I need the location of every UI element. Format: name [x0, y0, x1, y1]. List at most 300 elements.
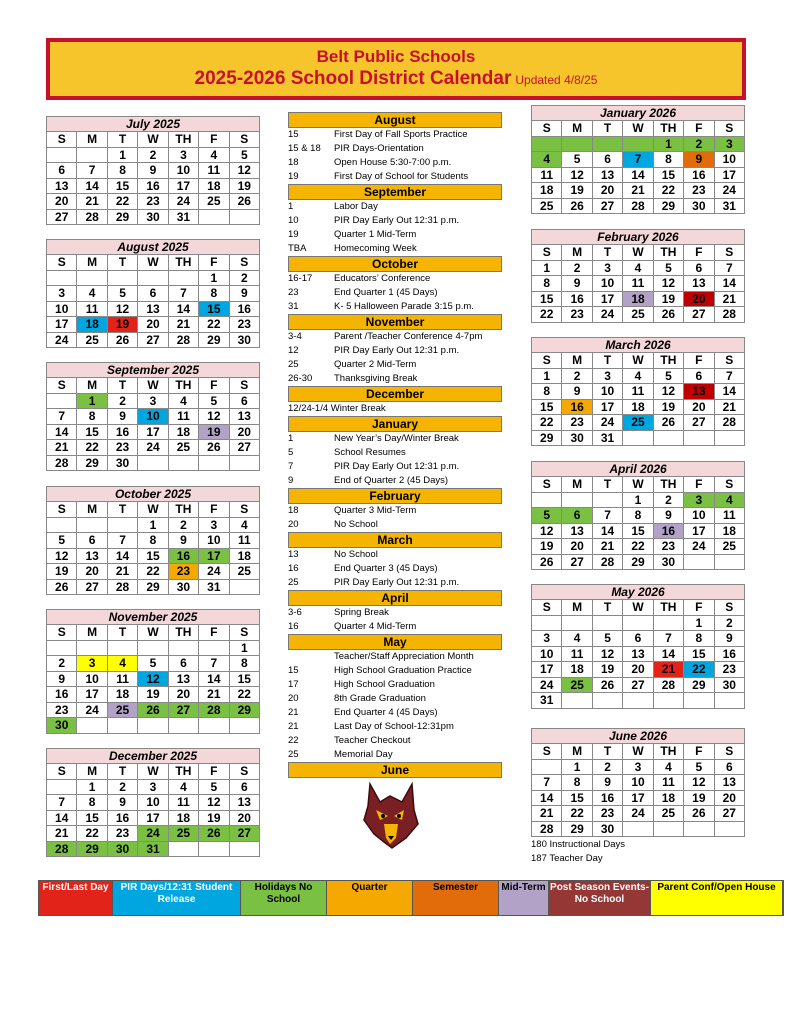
day-cell: 22	[623, 539, 653, 555]
day-cell: 27	[593, 199, 623, 215]
day-cell: 13	[138, 302, 168, 318]
event-date: 22	[288, 735, 299, 746]
day-cell: 20	[623, 662, 653, 678]
event-description: Spring Break	[334, 607, 389, 618]
weekday-header: M	[562, 477, 592, 493]
empty-cell	[562, 137, 592, 153]
weekday-header: TH	[654, 600, 684, 616]
day-cell: 11	[169, 795, 199, 811]
day-cell: 28	[654, 678, 684, 694]
day-cell: 15	[684, 647, 714, 663]
day-cell: 23	[715, 662, 745, 678]
event-row	[288, 358, 502, 372]
day-cell: 25	[169, 440, 199, 456]
weekday-header: T	[593, 121, 623, 137]
day-cell: 10	[138, 409, 168, 425]
day-cell: 8	[138, 533, 168, 549]
day-cell: 29	[77, 842, 107, 858]
event-row	[288, 128, 502, 142]
empty-cell	[47, 518, 77, 534]
day-cell: 27	[715, 806, 745, 822]
empty-cell	[715, 822, 745, 838]
day-cell: 19	[684, 791, 714, 807]
day-cell: 30	[715, 678, 745, 694]
day-cell: 26	[593, 678, 623, 694]
day-cell: 27	[138, 333, 168, 349]
day-cell: 26	[684, 806, 714, 822]
day-cell: 2	[562, 369, 592, 385]
event-row	[288, 344, 502, 358]
day-cell: 20	[77, 564, 107, 580]
day-cell: 17	[169, 179, 199, 195]
calendar-jun	[531, 728, 745, 837]
day-cell: 15	[532, 400, 562, 416]
day-cell: 16	[562, 292, 592, 308]
day-cell: 7	[169, 286, 199, 302]
empty-cell	[230, 842, 260, 858]
day-cell: 19	[199, 425, 229, 441]
event-row	[288, 548, 502, 562]
day-cell: 19	[199, 811, 229, 827]
events-month-header: December	[288, 386, 502, 402]
weekday-header: S	[230, 502, 260, 518]
calendar-may	[531, 584, 745, 709]
calendar-mar	[531, 337, 745, 446]
day-cell: 6	[593, 152, 623, 168]
calendar-grid	[531, 477, 745, 570]
day-cell: 30	[108, 456, 138, 472]
event-row	[288, 692, 502, 706]
day-cell: 24	[47, 333, 77, 349]
event-date: 5	[288, 447, 294, 458]
day-cell: 7	[47, 409, 77, 425]
events-month-header: February	[288, 488, 502, 504]
events-month-header: August	[288, 112, 502, 128]
weekday-header: S	[715, 245, 745, 261]
day-cell: 18	[230, 549, 260, 565]
event-description: End Quarter 4 (45 Days)	[334, 707, 438, 718]
event-date: 26-30	[288, 373, 313, 384]
day-cell: 7	[715, 369, 745, 385]
day-cell: 12	[199, 795, 229, 811]
day-cell: 20	[230, 425, 260, 441]
day-cell: 12	[684, 775, 714, 791]
day-cell: 23	[108, 440, 138, 456]
empty-cell	[108, 718, 138, 734]
weekday-header: S	[230, 625, 260, 641]
event-description: Educators’ Conference	[334, 273, 431, 284]
day-cell: 17	[593, 400, 623, 416]
day-cell: 17	[532, 662, 562, 678]
day-cell: 24	[532, 678, 562, 694]
weekday-header: TH	[654, 353, 684, 369]
event-date: TBA	[288, 243, 307, 254]
event-date: 21	[288, 707, 299, 718]
day-cell: 12	[532, 524, 562, 540]
day-cell: 21	[623, 183, 653, 199]
day-cell: 20	[593, 183, 623, 199]
day-cell: 5	[654, 369, 684, 385]
day-cell: 24	[593, 415, 623, 431]
day-cell: 27	[562, 555, 592, 571]
weekday-header: T	[593, 353, 623, 369]
weekday-header: M	[562, 744, 592, 760]
day-cell: 19	[562, 183, 592, 199]
calendar-title-dec: December 2025	[46, 748, 260, 764]
event-description: New Year’s Day/Winter Break	[334, 433, 459, 444]
weekday-header: S	[532, 245, 562, 261]
events-month-header: January	[288, 416, 502, 432]
day-cell: 9	[108, 409, 138, 425]
event-row	[288, 170, 502, 184]
weekday-header: S	[230, 255, 260, 271]
day-cell: 2	[684, 137, 714, 153]
day-cell: 26	[230, 194, 260, 210]
legend-item: Mid-Term	[499, 881, 549, 915]
event-row	[288, 518, 502, 532]
weekday-header: W	[138, 764, 168, 780]
day-cell: 2	[593, 760, 623, 776]
weekday-header: M	[77, 132, 107, 148]
day-cell: 7	[77, 163, 107, 179]
day-cell: 23	[562, 307, 592, 323]
day-cell: 15	[230, 672, 260, 688]
day-cell: 28	[623, 199, 653, 215]
day-cell: 29	[230, 703, 260, 719]
day-cell: 17	[77, 687, 107, 703]
event-description: 8th Grade Graduation	[334, 693, 426, 704]
weekday-header: T	[593, 477, 623, 493]
weekday-header: T	[108, 378, 138, 394]
day-cell: 10	[532, 647, 562, 663]
empty-cell	[623, 693, 653, 709]
empty-cell	[169, 842, 199, 858]
day-cell: 2	[230, 271, 260, 287]
weekday-header: TH	[169, 132, 199, 148]
day-cell: 21	[532, 806, 562, 822]
day-cell: 20	[169, 687, 199, 703]
weekday-header: TH	[169, 764, 199, 780]
day-cell: 16	[108, 811, 138, 827]
day-cell: 11	[715, 508, 745, 524]
day-cell: 29	[532, 431, 562, 447]
empty-cell	[532, 137, 562, 153]
empty-cell	[593, 137, 623, 153]
day-cell: 11	[623, 276, 653, 292]
empty-cell	[684, 555, 714, 571]
day-cell: 28	[199, 703, 229, 719]
day-cell: 1	[230, 641, 260, 657]
day-cell: 3	[138, 780, 168, 796]
event-date: 16	[288, 563, 299, 574]
day-cell: 24	[199, 564, 229, 580]
day-cell: 22	[654, 183, 684, 199]
day-cell: 2	[108, 394, 138, 410]
calendar-title-apr: April 2026	[531, 461, 745, 477]
event-description: Quarter 4 Mid-Term	[334, 621, 417, 632]
day-cell: 14	[623, 168, 653, 184]
calendar-grid	[46, 764, 260, 857]
weekday-header: S	[532, 353, 562, 369]
day-cell: 29	[684, 678, 714, 694]
weekday-header: TH	[654, 245, 684, 261]
calendar-grid	[531, 744, 745, 837]
day-cell: 3	[715, 137, 745, 153]
wolf-mascot-icon	[356, 780, 424, 850]
day-cell: 6	[623, 631, 653, 647]
empty-cell	[199, 456, 229, 472]
day-cell: 15	[623, 524, 653, 540]
event-row	[288, 330, 502, 344]
empty-cell	[199, 641, 229, 657]
day-cell: 4	[199, 148, 229, 164]
event-date: 13	[288, 549, 299, 560]
day-cell: 28	[108, 580, 138, 596]
event-description: Last Day of School-12:31pm	[334, 721, 454, 732]
day-cell: 1	[623, 493, 653, 509]
weekday-header: T	[593, 600, 623, 616]
day-cell: 2	[654, 493, 684, 509]
event-date: 12	[288, 345, 299, 356]
event-description: No School	[334, 519, 378, 530]
weekday-header: F	[199, 378, 229, 394]
day-cell: 27	[77, 580, 107, 596]
day-cell: 13	[77, 549, 107, 565]
day-cell: 23	[169, 564, 199, 580]
day-cell: 21	[199, 687, 229, 703]
day-cell: 10	[715, 152, 745, 168]
event-row	[288, 372, 502, 386]
events-month-header: March	[288, 532, 502, 548]
empty-cell	[230, 210, 260, 226]
day-cell: 4	[623, 369, 653, 385]
day-cell: 7	[108, 533, 138, 549]
weekday-header: TH	[169, 378, 199, 394]
day-cell: 7	[532, 775, 562, 791]
day-cell: 25	[230, 564, 260, 580]
event-description	[386, 402, 502, 416]
weekday-header: F	[684, 600, 714, 616]
day-cell: 14	[47, 811, 77, 827]
weekday-header: F	[684, 353, 714, 369]
day-cell: 23	[654, 539, 684, 555]
event-row	[288, 706, 502, 720]
day-cell: 22	[77, 440, 107, 456]
calendar-title-may: May 2026	[531, 584, 745, 600]
calendar-title-oct: October 2025	[46, 486, 260, 502]
calendar-apr	[531, 461, 745, 570]
day-cell: 8	[532, 276, 562, 292]
weekday-header: W	[138, 255, 168, 271]
calendar-grid	[531, 245, 745, 323]
events-month-header: June	[288, 762, 502, 778]
day-cell: 16	[47, 687, 77, 703]
day-cell: 14	[715, 276, 745, 292]
day-cell: 4	[532, 152, 562, 168]
event-description: K- 5 Halloween Parade 3:15 p.m.	[334, 301, 474, 312]
day-cell: 14	[169, 302, 199, 318]
event-date: 25	[288, 577, 299, 588]
day-cell: 3	[169, 148, 199, 164]
day-cell: 14	[715, 384, 745, 400]
event-row	[288, 748, 502, 762]
events-month-header: November	[288, 314, 502, 330]
day-cell: 4	[108, 656, 138, 672]
event-row	[288, 678, 502, 692]
day-cell: 8	[623, 508, 653, 524]
day-cell: 7	[47, 795, 77, 811]
day-cell: 22	[532, 415, 562, 431]
day-cell: 17	[138, 811, 168, 827]
weekday-header: TH	[169, 255, 199, 271]
day-cell: 21	[593, 539, 623, 555]
day-cell: 30	[593, 822, 623, 838]
day-cell: 22	[532, 307, 562, 323]
day-cell: 4	[654, 760, 684, 776]
empty-cell	[684, 693, 714, 709]
event-date: 12/24-1/4 Winter Break	[288, 403, 386, 414]
weekday-header: W	[138, 502, 168, 518]
weekday-header: S	[47, 625, 77, 641]
day-cell: 27	[169, 703, 199, 719]
day-cell: 23	[47, 703, 77, 719]
day-cell: 6	[230, 780, 260, 796]
day-cell: 15	[138, 549, 168, 565]
day-cell: 19	[593, 662, 623, 678]
weekday-header: M	[562, 353, 592, 369]
event-row	[288, 142, 502, 156]
day-cell: 9	[593, 775, 623, 791]
day-cell: 30	[169, 580, 199, 596]
day-cell: 11	[77, 302, 107, 318]
day-cell: 17	[715, 168, 745, 184]
day-cell: 21	[654, 662, 684, 678]
day-cell: 15	[199, 302, 229, 318]
day-cell: 17	[138, 425, 168, 441]
weekday-header: M	[562, 600, 592, 616]
day-cell: 11	[532, 168, 562, 184]
day-cell: 13	[562, 524, 592, 540]
day-cell: 18	[532, 183, 562, 199]
day-cell: 26	[199, 826, 229, 842]
empty-cell	[108, 641, 138, 657]
day-cell: 8	[199, 286, 229, 302]
day-cell: 21	[169, 317, 199, 333]
legend-item: Quarter	[327, 881, 413, 915]
day-cell: 24	[623, 806, 653, 822]
district-name: Belt Public Schools	[316, 46, 476, 66]
weekday-header: F	[199, 255, 229, 271]
empty-cell	[654, 431, 684, 447]
day-cell: 17	[593, 292, 623, 308]
weekday-header: F	[684, 121, 714, 137]
weekday-header: W	[623, 600, 653, 616]
event-row	[288, 300, 502, 314]
empty-cell	[593, 616, 623, 632]
day-cell: 9	[138, 163, 168, 179]
event-date: 31	[288, 301, 299, 312]
day-cell: 19	[654, 292, 684, 308]
day-cell: 20	[230, 811, 260, 827]
empty-cell	[593, 493, 623, 509]
event-row	[288, 446, 502, 460]
legend-item: Post Season Events-No School	[549, 881, 651, 915]
day-cell: 10	[593, 384, 623, 400]
day-cell: 9	[169, 533, 199, 549]
weekday-header: S	[532, 744, 562, 760]
event-row	[288, 286, 502, 300]
day-cell: 24	[138, 440, 168, 456]
day-cell: 8	[562, 775, 592, 791]
day-cell: 1	[654, 137, 684, 153]
day-cell: 9	[562, 276, 592, 292]
weekday-header: S	[532, 477, 562, 493]
weekday-header: S	[230, 132, 260, 148]
day-cell: 28	[715, 307, 745, 323]
day-cell: 31	[593, 431, 623, 447]
event-row	[288, 460, 502, 474]
empty-cell	[47, 148, 77, 164]
event-date: 20	[288, 519, 299, 530]
day-cell: 6	[230, 394, 260, 410]
day-cell: 21	[715, 400, 745, 416]
weekday-header: S	[47, 255, 77, 271]
updated-date: Updated 4/8/25	[515, 72, 598, 87]
weekday-header: M	[562, 121, 592, 137]
day-cell: 25	[77, 333, 107, 349]
day-cell: 6	[715, 760, 745, 776]
empty-cell	[77, 148, 107, 164]
day-cell: 7	[593, 508, 623, 524]
day-cell: 18	[77, 317, 107, 333]
day-cell: 12	[593, 647, 623, 663]
empty-cell	[47, 641, 77, 657]
empty-cell	[169, 456, 199, 472]
day-cell: 26	[199, 440, 229, 456]
day-cell: 5	[199, 780, 229, 796]
calendar-grid	[46, 132, 260, 225]
day-cell: 20	[47, 194, 77, 210]
day-cell: 10	[169, 163, 199, 179]
day-cell: 29	[562, 822, 592, 838]
weekday-header: TH	[654, 477, 684, 493]
day-cell: 17	[199, 549, 229, 565]
event-row	[288, 576, 502, 590]
day-cell: 8	[684, 631, 714, 647]
day-cell: 28	[77, 210, 107, 226]
event-description: Quarter 1 Mid-Term	[334, 229, 417, 240]
calendar-title-jan: January 2026	[531, 105, 745, 121]
weekday-header: S	[47, 764, 77, 780]
day-cell: 23	[138, 194, 168, 210]
day-cell: 2	[108, 780, 138, 796]
day-cell: 4	[169, 394, 199, 410]
weekday-header: T	[593, 245, 623, 261]
empty-cell	[77, 518, 107, 534]
event-row	[288, 562, 502, 576]
empty-cell	[623, 822, 653, 838]
day-cell: 25	[108, 703, 138, 719]
day-cell: 5	[108, 286, 138, 302]
day-cell: 1	[108, 148, 138, 164]
day-cell: 16	[169, 549, 199, 565]
empty-cell	[715, 693, 745, 709]
day-cell: 8	[532, 384, 562, 400]
event-date: 3-4	[288, 331, 302, 342]
day-cell: 1	[684, 616, 714, 632]
day-cell: 12	[108, 302, 138, 318]
empty-cell	[77, 641, 107, 657]
